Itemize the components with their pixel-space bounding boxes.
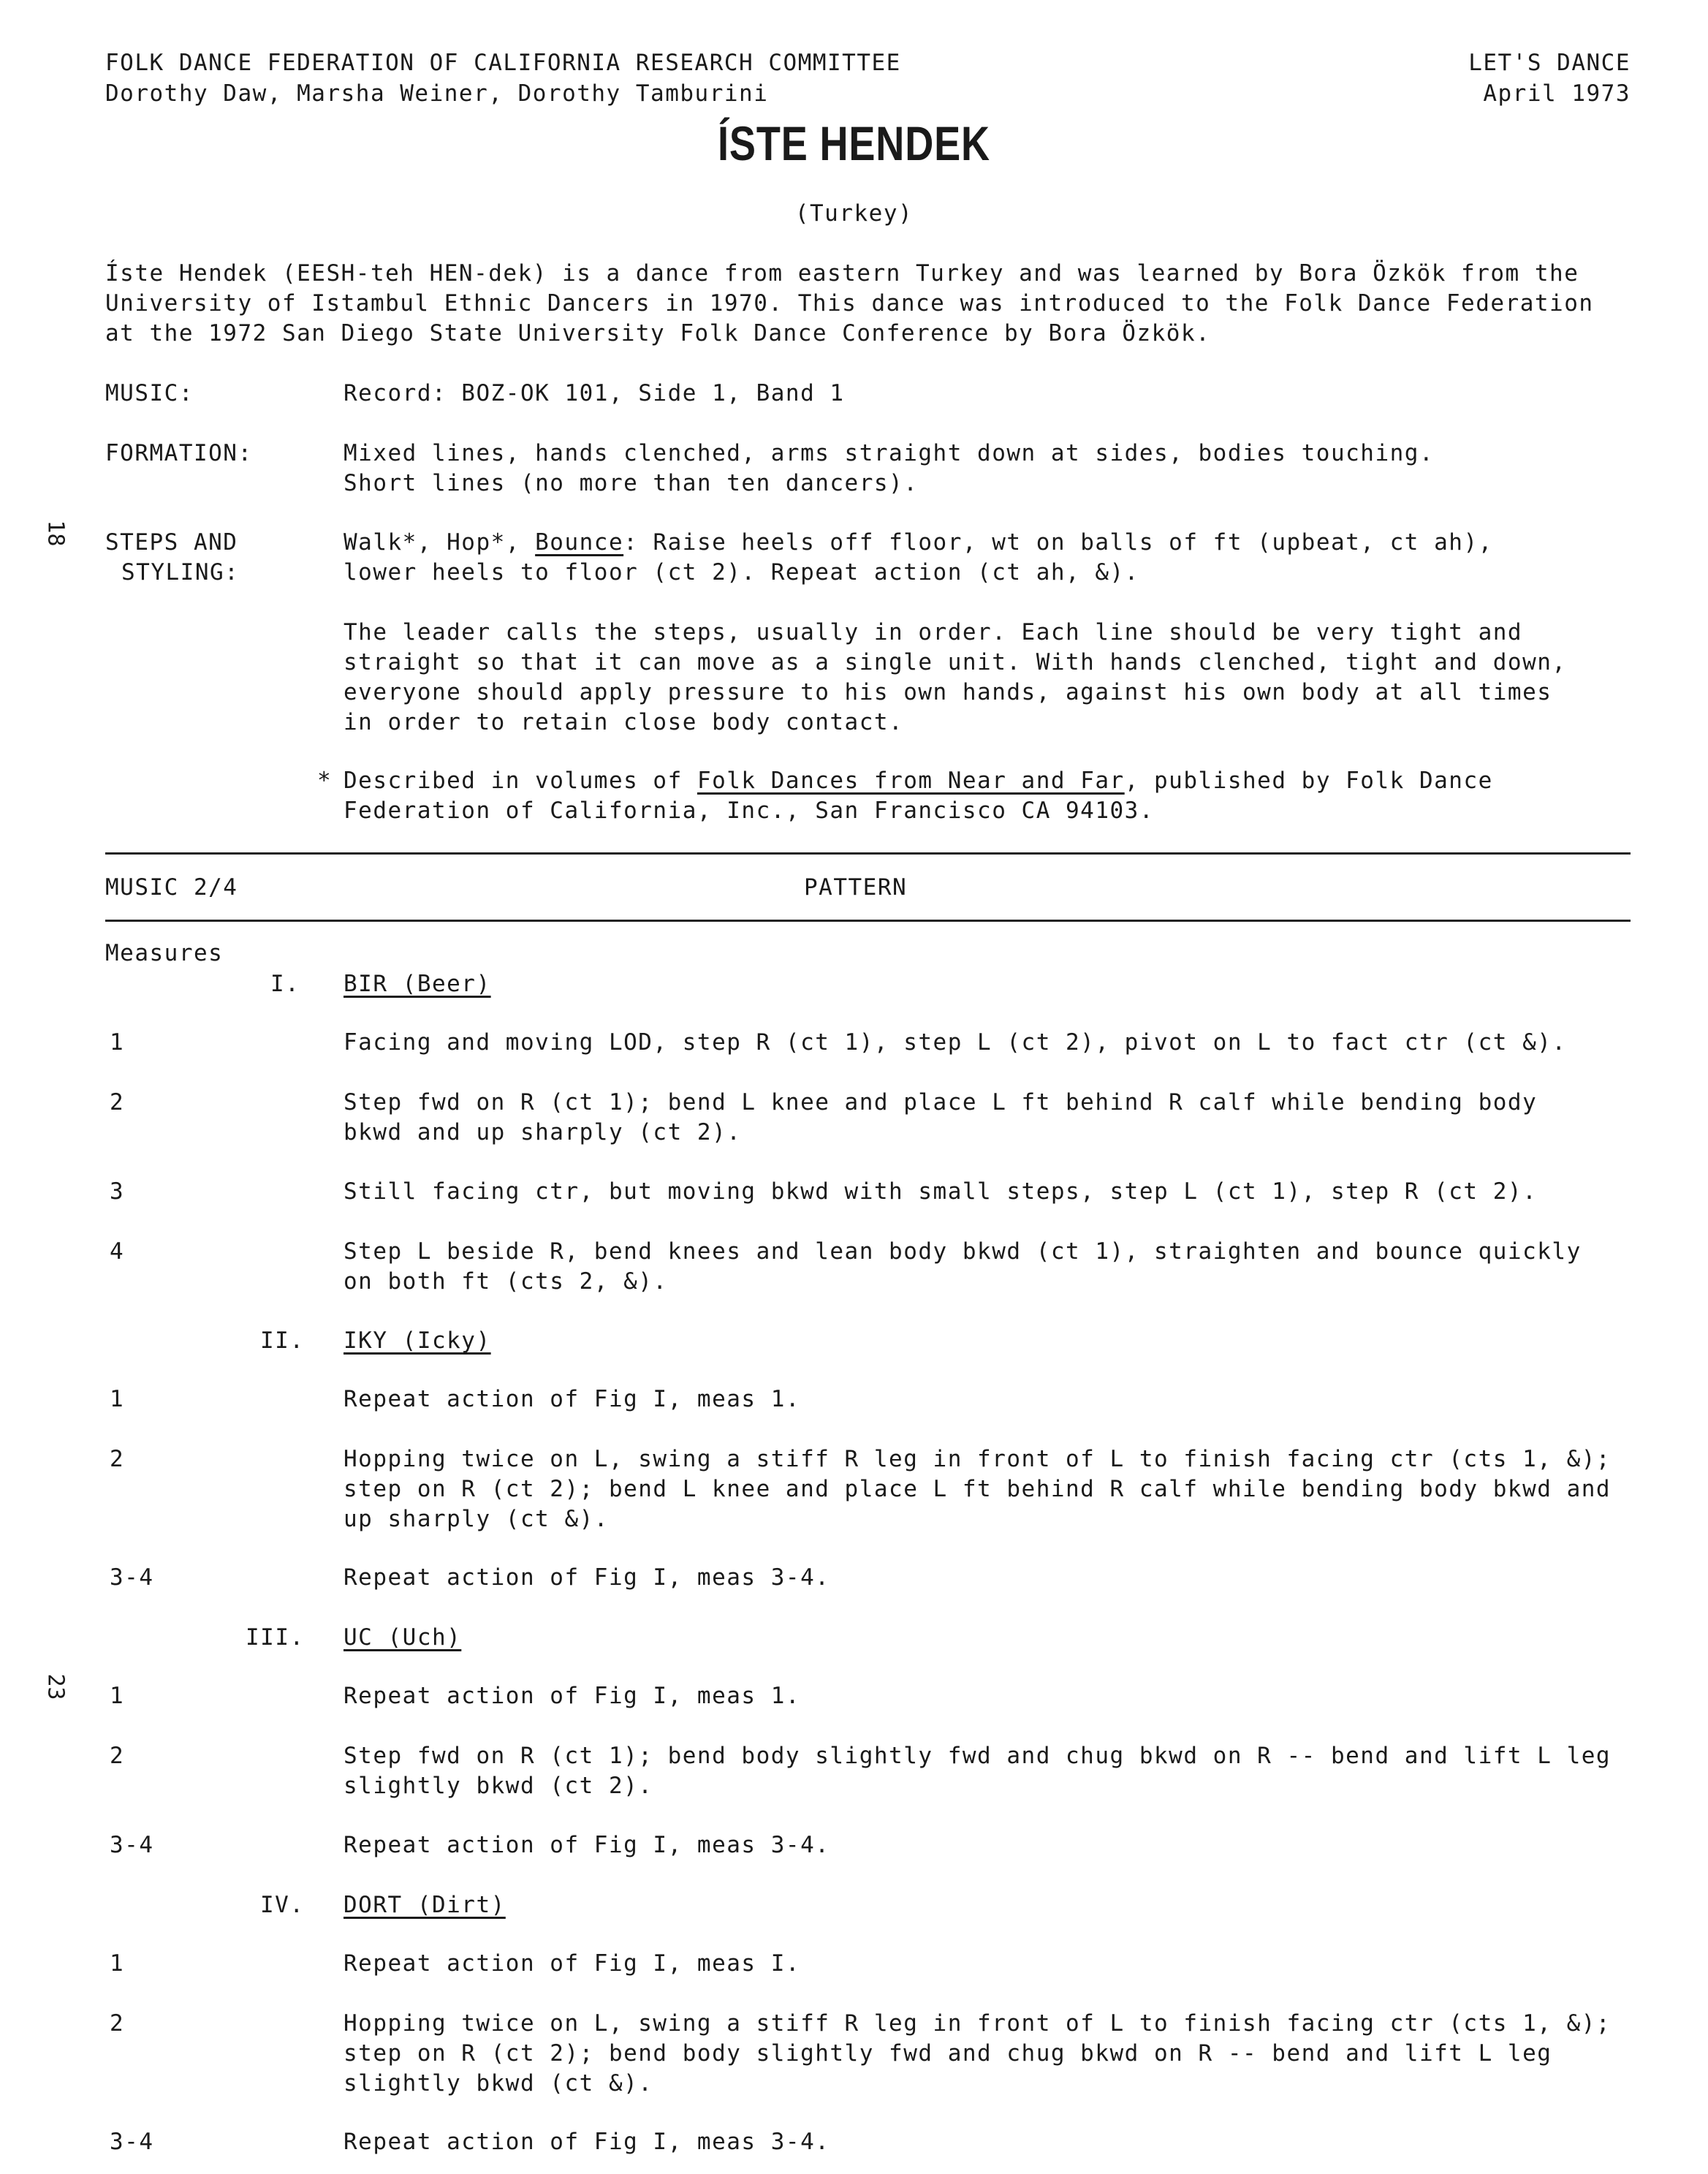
column-header-pattern: PATTERN [804,874,908,901]
fig2-meas-2-text-2: step on R (ct 2); bend L knee and place L ft behind R calf while bending body bkwd and [344,1476,1612,1502]
page-subtitle: (Turkey) [794,200,914,227]
figure-3-name: UC (Uch) [344,1624,462,1651]
fig3-meas-1: 1 [110,1683,125,1709]
styling-para-2: straight so that it can move as a single unit. With hands clenched, tight and down, [344,649,1567,675]
fig1-meas-1-text: Facing and moving LOD, step R (ct 1), step L (ct 2), pivot on L to fact ctr (ct &). [344,1029,1567,1056]
formation-line-1: Mixed lines, hands clenched, arms straight down at sides, bodies touching. [344,440,1435,466]
fig2-meas-3-4: 3-4 [110,1564,154,1591]
figure-1-name: BIR (Beer) [344,971,491,997]
side-page-number-2: 23 [42,1673,69,1700]
footnote-line-1 [344,766,1493,795]
fig4-meas-1: 1 [110,1950,125,1977]
fig2-meas-3-4-text: Repeat action of Fig I, meas 3-4. [344,1564,830,1591]
fig4-meas-2-text-3: slightly bkwd (ct &). [344,2070,653,2097]
steps-label-2: STYLING: [121,559,240,586]
divider-top [105,852,1631,855]
fig2-meas-1-text: Repeat action of Fig I, meas 1. [344,1386,801,1412]
figure-4-number: IV. [260,1892,305,1918]
fig1-meas-2-text-2: bkwd and up sharply (ct 2). [344,1119,742,1145]
figure-2-number: II. [260,1327,305,1354]
figure-4-name: DORT (Dirt) [344,1892,506,1918]
fig1-meas-3-text: Still facing ctr, but moving bkwd with small steps, step L (ct 1), step R (ct 2). [344,1178,1538,1205]
styling-para-1: The leader calls the steps, usually in order. Each line should be very tight and [344,619,1523,645]
fig1-meas-2-text-1: Step fwd on R (ct 1); bend L knee and place L ft behind R calf while bending body [344,1089,1538,1116]
publication-date: April 1973 [1483,80,1631,107]
steps-line-1-prefix: Walk*, Hop*, [344,529,536,556]
page-title: ÍSTE HENDEK [718,116,990,170]
fig1-meas-4-text-1: Step L beside R, bend knees and lean body bkwd (ct 1), straighten and bounce quickly [344,1238,1582,1265]
fig4-meas-2-text-2: step on R (ct 2); bend body slightly fwd and chug bkwd on R -- bend and lift L leg [344,2040,1552,2067]
bounce-term: Bounce [535,529,624,556]
fig1-meas-4: 4 [110,1238,125,1265]
steps-label-1: STEPS AND [105,529,238,556]
formation-label: FORMATION: [105,440,253,466]
fig4-meas-2: 2 [110,2010,125,2037]
fig4-meas-2-text-1: Hopping twice on L, swing a stiff R leg in front of L to finish facing ctr (cts 1, &); [344,2010,1612,2037]
styling-para-3: everyone should apply pressure to his own hands, against his own body at all times [344,679,1552,705]
fig3-meas-3-4-text: Repeat action of Fig I, meas 3-4. [344,1832,830,1858]
fig2-meas-2: 2 [110,1446,125,1472]
fig2-meas-2-text-3: up sharply (ct &). [344,1506,609,1532]
footnote-book-title: Folk Dances from Near and Far [697,768,1125,794]
fig3-meas-2-text-2: slightly bkwd (ct 2). [344,1773,653,1799]
music-label: MUSIC: [105,380,194,406]
formation-line-2: Short lines (no more than ten dancers). [344,470,919,496]
divider-bottom [105,920,1631,922]
fig1-meas-3: 3 [110,1178,125,1205]
fig1-meas-2: 2 [110,1089,125,1116]
fig4-meas-3-4: 3-4 [110,2129,154,2155]
footnote-star: * [317,768,333,794]
fig3-meas-3-4: 3-4 [110,1832,154,1858]
fig2-meas-1: 1 [110,1386,125,1412]
side-page-number-1: 18 [42,520,69,547]
steps-line-1 [344,528,1493,557]
steps-line-2: lower heels to floor (ct 2). Repeat action (ct ah, &). [344,559,1139,586]
figure-2-name: IKY (Icky) [344,1327,491,1354]
intro-line-1: Íste Hendek (EESH-teh HEN-dek) is a dance from eastern Turkey and was learned by Bora Özkök from the [105,260,1579,287]
footnote-prefix: Described in volumes of [344,768,697,794]
intro-line-3: at the 1972 San Diego State University Folk Dance Conference by Bora Özkök. [105,320,1211,346]
authors: Dorothy Daw, Marsha Weiner, Dorothy Tamburini [105,80,769,107]
fig4-meas-3-4-text: Repeat action of Fig I, meas 3-4. [344,2129,830,2155]
measures-label: Measures [105,940,224,966]
footnote-line-2: Federation of California, Inc., San Francisco CA 94103. [344,798,1154,824]
figure-1-number: I. [270,971,300,997]
fig3-meas-1-text: Repeat action of Fig I, meas 1. [344,1683,801,1709]
footnote-rest: , published by Folk Dance [1124,768,1493,794]
column-header-music: MUSIC 2/4 [105,874,238,901]
styling-para-4: in order to retain close body contact. [344,709,904,735]
music-text: Record: BOZ-OK 101, Side 1, Band 1 [344,380,845,406]
figure-3-number: III. [246,1624,305,1651]
fig3-meas-2-text-1: Step fwd on R (ct 1); bend body slightly fwd and chug bkwd on R -- bend and lift L leg [344,1743,1612,1769]
steps-line-1-rest: : Raise heels off floor, wt on balls of ft (upbeat, ct ah), [623,529,1493,556]
fig2-meas-2-text-1: Hopping twice on L, swing a stiff R leg in front of L to finish facing ctr (cts 1, &); [344,1446,1612,1472]
fig1-meas-4-text-2: on both ft (cts 2, &). [344,1268,668,1295]
intro-line-2: University of Istambul Ethnic Dancers in 1970. This dance was introduced to the Folk Dance Federation [105,290,1594,317]
publication-name: LET'S DANCE [1468,50,1631,76]
fig1-meas-1: 1 [110,1029,125,1056]
fig3-meas-2: 2 [110,1743,125,1769]
fig4-meas-1-text: Repeat action of Fig I, meas I. [344,1950,801,1977]
organization-header: FOLK DANCE FEDERATION OF CALIFORNIA RESEARCH COMMITTEE [105,50,901,76]
